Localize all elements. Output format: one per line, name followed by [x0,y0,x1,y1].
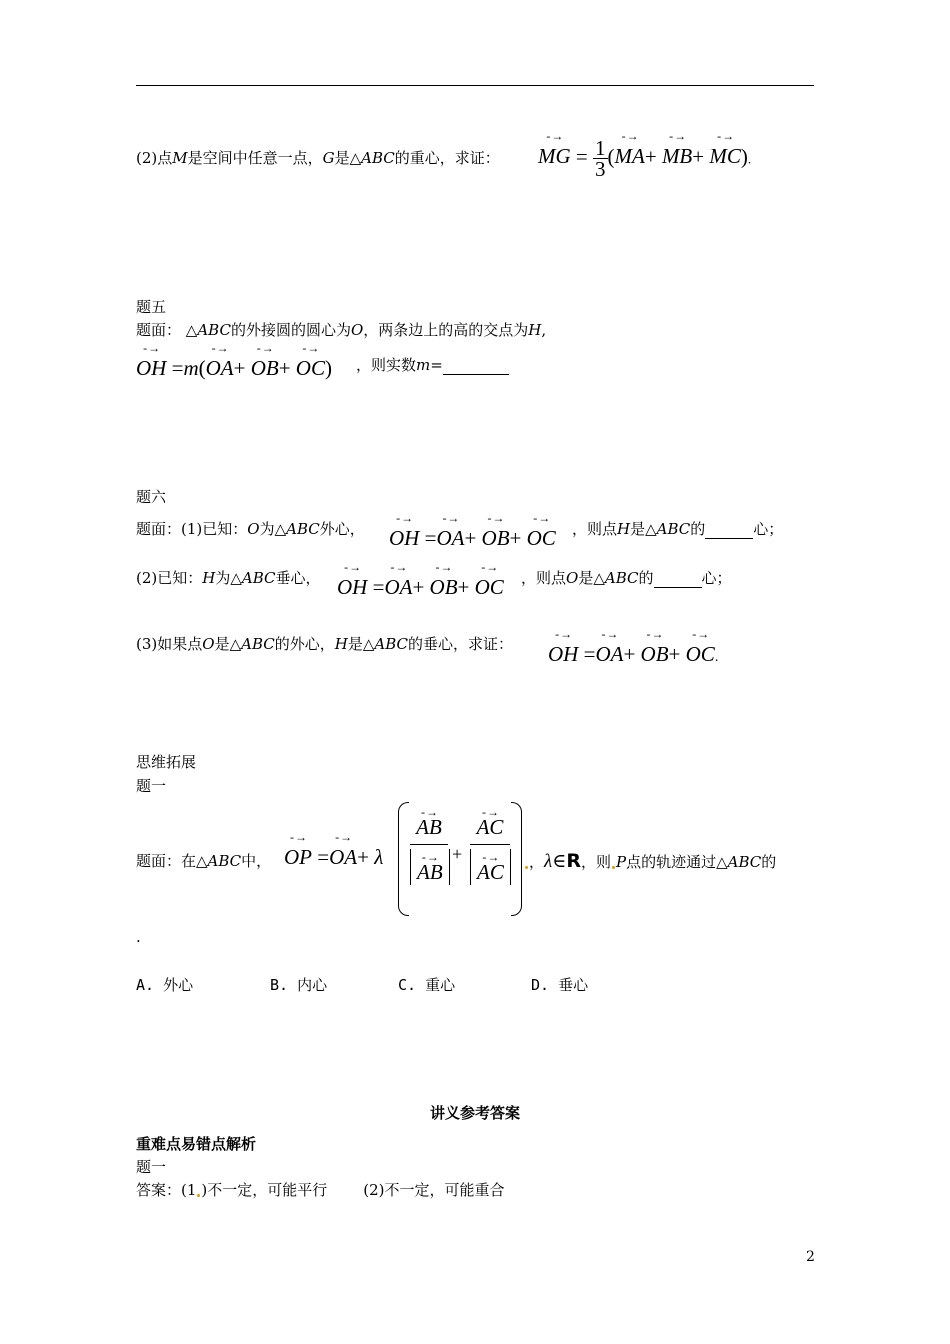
fraction-ac: - → AC - → AC [470,802,510,885]
choice-c[interactable]: C. 重心 [398,976,456,994]
extension-heading: 思维拓展 [136,753,197,771]
problem5-heading: 题五 [136,298,167,316]
answer-blank[interactable] [654,569,702,588]
problem6-part3: (3)如果点O是△ABC的外心，H是△ABC的垂心，求证： [136,635,514,653]
extension-formula-lhs: - → OP =- → OA+ λ [284,845,383,870]
answers-section: 重难点易错点解析 [136,1135,257,1153]
problem6-formula-1: - → OH =- → OA+ - → OB+ - → OC [389,526,556,551]
page-number: 2 [806,1249,815,1265]
left-paren [398,802,409,916]
answers-subheading: 题一 [136,1158,167,1176]
problem6-formula-3: - → OH =- → OA+ - → OB+ - → OC. [548,642,718,667]
extension-period: . [136,928,141,946]
problem6-part2-tail: ，则点O是△ABC的 心； [521,569,732,587]
centroid-formula: - → MG = $\frac{1}{3}$ (- → MA+ - → MB+ - → MC). [538,138,751,179]
choice-b[interactable]: B. 内心 [270,976,328,994]
problem5-formula: - → OH =m(- → OA+ - → OB+ - → OC) [136,356,332,381]
answers-title: 讲义参考答案 [429,1104,520,1122]
answer-blank[interactable] [705,520,753,539]
problem6-part1-tail: ，则点H是△ABC的 心； [572,520,784,538]
problem6-heading: 题六 [136,488,167,506]
extension-bracket: - → AB - → AB + - → AC - → AC [398,802,522,916]
choice-d[interactable]: D. 垂心 [531,976,589,994]
problem6-part2: (2)已知：H为△ABC垂心， [136,569,321,587]
problem5-stem: 题面： △ABC的外接圆的圆心为O，两条边上的高的交点为H, [136,321,547,339]
answers-line: 答案：(1 )不一定，可能平行 (2)不一定，可能重合 [136,1181,505,1199]
fraction-ab: - → AB - → AB [410,802,448,885]
extension-tail: ，λ∈R，则 P点的轨迹通过△ABC的 [524,850,776,873]
answer-blank[interactable] [443,356,509,375]
q2-statement: (2)点M是空间中任意一点，G是△ABC的重心，求证： [136,149,500,167]
extension-subheading: 题一 [136,777,167,795]
choice-a[interactable]: A. 外心 [136,976,194,994]
extension-stem: 题面：在△ABC中， [136,852,272,870]
problem5-tail: ，则实数m= [356,354,509,375]
problem6-formula-2: - → OH =- → OA+ - → OB+ - → OC [337,575,504,600]
right-paren [511,802,522,916]
problem6-part1: 题面：(1)已知：O为△ABC外心， [136,520,365,538]
header-rule [136,85,814,86]
